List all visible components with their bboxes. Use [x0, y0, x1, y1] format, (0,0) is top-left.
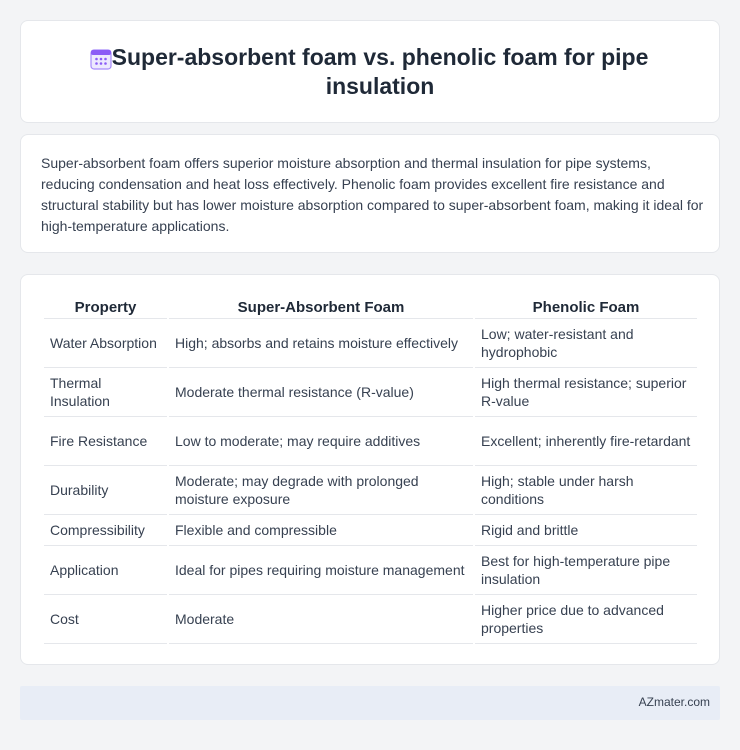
comparison-table-card — [20, 274, 720, 665]
summary-card — [20, 134, 720, 253]
table-row — [44, 417, 697, 466]
property-cell: Durability — [44, 466, 167, 515]
super-absorbent-cell: Low to moderate; may require additives — [169, 417, 473, 466]
table-row — [44, 546, 697, 595]
phenolic-cell: Excellent; inherently fire-retardant — [475, 417, 697, 466]
property-cell: Water Absorption — [44, 319, 167, 368]
footer-site-link[interactable]: AZmater.com — [638, 695, 710, 709]
super-absorbent-cell: High; absorbs and retains moisture effectively — [169, 319, 473, 368]
comparison-table — [42, 294, 699, 644]
property-cell: Thermal Insulation — [44, 368, 167, 417]
super-absorbent-cell: Moderate thermal resistance (R-value) — [169, 368, 473, 417]
property-cell: Cost — [44, 595, 167, 644]
super-absorbent-cell: Ideal for pipes requiring moisture management — [169, 546, 473, 595]
phenolic-cell: Best for high-temperature pipe insulation — [475, 546, 697, 595]
property-cell: Application — [44, 546, 167, 595]
phenolic-cell: Higher price due to advanced properties — [475, 595, 697, 644]
table-row — [44, 515, 697, 546]
header-super-absorbent-foam: Super-Absorbent Foam — [169, 294, 473, 319]
page-title: Super-absorbent foam vs. phenolic foam for pipe insulation — [111, 44, 649, 99]
super-absorbent-cell: Flexible and compressible — [169, 515, 473, 546]
property-cell: Fire Resistance — [44, 417, 167, 466]
table-row — [44, 595, 697, 644]
footer-bar — [20, 686, 720, 720]
table-row — [44, 466, 697, 515]
table-row — [44, 319, 697, 368]
phenolic-cell: Low; water-resistant and hydrophobic — [475, 319, 697, 368]
summary-text: Super-absorbent foam offers superior moisture absorption and thermal insulation for pipe systems, reducing condensation and heat loss effectively. Phenolic foam provides excellent fire resistance and structural stability but has lower moisture absorption compared to super-absorbent foam, making it ideal for high-temperature applications. — [41, 155, 704, 234]
phenolic-cell: Rigid and brittle — [475, 515, 697, 546]
table-row — [44, 368, 697, 417]
super-absorbent-cell: Moderate; may degrade with prolonged moisture exposure — [169, 466, 473, 515]
phenolic-cell: High; stable under harsh conditions — [475, 466, 697, 515]
phenolic-cell: High thermal resistance; superior R-value — [475, 368, 697, 417]
header-property: Property — [44, 294, 167, 319]
title-card — [20, 20, 720, 123]
header-phenolic-foam: Phenolic Foam — [475, 294, 697, 319]
super-absorbent-cell: Moderate — [169, 595, 473, 644]
table-header-row — [44, 294, 697, 319]
property-cell: Compressibility — [44, 515, 167, 546]
